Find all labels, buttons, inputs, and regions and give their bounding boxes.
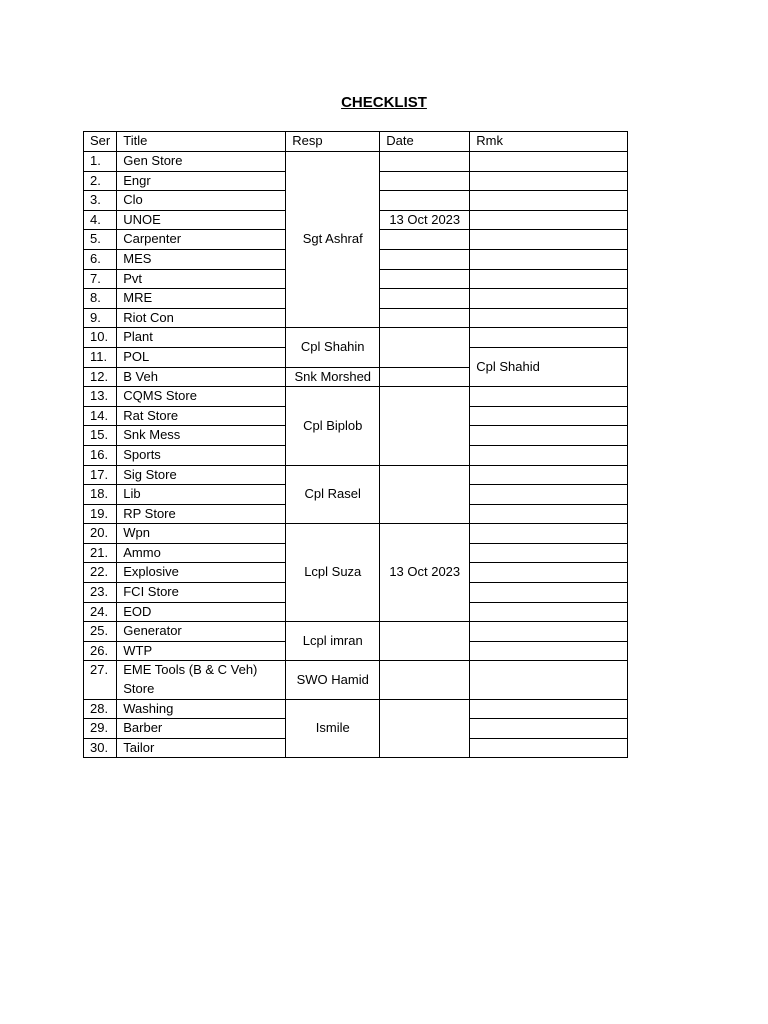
table-row: [84, 661, 628, 699]
title-cell: POL: [117, 347, 286, 367]
date-cell: [380, 367, 470, 387]
date-cell: [380, 152, 470, 172]
title-cell: Generator: [117, 622, 286, 642]
rmk-cell: [470, 602, 628, 622]
date-cell: [380, 328, 470, 367]
ser-cell: 23.: [84, 583, 117, 603]
ser-cell: 15.: [84, 426, 117, 446]
rmk-cell: [470, 269, 628, 289]
title-cell: CQMS Store: [117, 387, 286, 407]
rmk-cell: [470, 328, 628, 348]
title-cell: RP Store: [117, 504, 286, 524]
rmk-cell: [470, 289, 628, 309]
rmk-cell: [470, 152, 628, 172]
title-cell: Pvt: [117, 269, 286, 289]
title-cell: EOD: [117, 602, 286, 622]
title-cell: Riot Con: [117, 308, 286, 328]
rmk-cell: [470, 249, 628, 269]
ser-cell: 22.: [84, 563, 117, 583]
title-cell: MRE: [117, 289, 286, 309]
table-row: [84, 465, 628, 485]
title-cell: Wpn: [117, 524, 286, 544]
date-cell: [380, 269, 470, 289]
rmk-cell: [470, 699, 628, 719]
date-cell: [380, 289, 470, 309]
resp-cell: Cpl Shahin: [286, 328, 380, 367]
title-cell: MES: [117, 249, 286, 269]
ser-cell: 9.: [84, 308, 117, 328]
rmk-cell: [470, 406, 628, 426]
ser-cell: 2.: [84, 171, 117, 191]
title-cell: Ammo: [117, 543, 286, 563]
rmk-cell: [470, 210, 628, 230]
rmk-cell: [470, 719, 628, 739]
header-rmk: Rmk: [470, 132, 628, 152]
title-cell: Lib: [117, 485, 286, 505]
resp-cell: Cpl Biplob: [286, 387, 380, 465]
header-date: Date: [380, 132, 470, 152]
table-row: [84, 152, 628, 172]
rmk-cell: [470, 465, 628, 485]
resp-cell: Ismile: [286, 699, 380, 758]
ser-cell: 7.: [84, 269, 117, 289]
rmk-cell: [470, 583, 628, 603]
ser-cell: 12.: [84, 367, 117, 387]
header-row: [84, 132, 628, 152]
ser-cell: 8.: [84, 289, 117, 309]
date-cell: [380, 191, 470, 211]
resp-cell: Lcpl Suza: [286, 524, 380, 622]
ser-cell: 27.: [84, 661, 117, 699]
ser-cell: 1.: [84, 152, 117, 172]
date-cell: 13 Oct 2023: [380, 524, 470, 622]
rmk-cell: [470, 641, 628, 661]
checklist-table: [83, 131, 628, 758]
rmk-cell: [470, 661, 628, 699]
title-cell: Explosive: [117, 563, 286, 583]
rmk-cell: [470, 191, 628, 211]
rmk-cell: [470, 308, 628, 328]
table-row: [84, 387, 628, 407]
ser-cell: 13.: [84, 387, 117, 407]
rmk-cell: [470, 738, 628, 758]
ser-cell: 25.: [84, 622, 117, 642]
title-cell: Tailor: [117, 738, 286, 758]
date-cell: [380, 661, 470, 699]
resp-cell: SWO Hamid: [286, 661, 380, 699]
header-ser: Ser: [84, 132, 117, 152]
ser-cell: 18.: [84, 485, 117, 505]
ser-cell: 10.: [84, 328, 117, 348]
rmk-cell: [470, 485, 628, 505]
table-row: [84, 622, 628, 642]
rmk-cell: [470, 230, 628, 250]
date-cell: [380, 699, 470, 758]
date-cell: [380, 308, 470, 328]
resp-cell: Snk Morshed: [286, 367, 380, 387]
ser-cell: 28.: [84, 699, 117, 719]
title-cell: Clo: [117, 191, 286, 211]
ser-cell: 29.: [84, 719, 117, 739]
rmk-cell: [470, 387, 628, 407]
rmk-cell: Cpl Shahid: [470, 347, 628, 386]
date-cell: [380, 230, 470, 250]
rmk-cell: [470, 622, 628, 642]
header-title: Title: [117, 132, 286, 152]
ser-cell: 24.: [84, 602, 117, 622]
title-cell: Barber: [117, 719, 286, 739]
rmk-cell: [470, 563, 628, 583]
title-cell: Sig Store: [117, 465, 286, 485]
rmk-cell: [470, 445, 628, 465]
ser-cell: 20.: [84, 524, 117, 544]
ser-cell: 21.: [84, 543, 117, 563]
ser-cell: 14.: [84, 406, 117, 426]
title-cell: Snk Mess: [117, 426, 286, 446]
resp-cell: Sgt Ashraf: [286, 152, 380, 328]
date-cell: 13 Oct 2023: [380, 210, 470, 230]
title-cell: Carpenter: [117, 230, 286, 250]
title-cell: Sports: [117, 445, 286, 465]
title-cell: Plant: [117, 328, 286, 348]
table-row: [84, 524, 628, 544]
title-cell: FCI Store: [117, 583, 286, 603]
title-cell: B Veh: [117, 367, 286, 387]
title-cell: WTP: [117, 641, 286, 661]
rmk-cell: [470, 426, 628, 446]
table-row: [84, 328, 628, 348]
ser-cell: 17.: [84, 465, 117, 485]
title-cell: Rat Store: [117, 406, 286, 426]
title-cell: EME Tools (B & C Veh) Store: [117, 661, 286, 699]
rmk-cell: [470, 543, 628, 563]
resp-cell: Cpl Rasel: [286, 465, 380, 524]
rmk-cell: [470, 171, 628, 191]
header-resp: Resp: [286, 132, 380, 152]
date-cell: [380, 622, 470, 661]
title-cell: Washing: [117, 699, 286, 719]
title-cell: Engr: [117, 171, 286, 191]
title-cell: UNOE: [117, 210, 286, 230]
ser-cell: 5.: [84, 230, 117, 250]
date-cell: [380, 465, 470, 524]
ser-cell: 16.: [84, 445, 117, 465]
date-cell: [380, 171, 470, 191]
table-row: [84, 699, 628, 719]
ser-cell: 19.: [84, 504, 117, 524]
rmk-cell: [470, 524, 628, 544]
date-cell: [380, 387, 470, 465]
date-cell: [380, 249, 470, 269]
title-cell: Gen Store: [117, 152, 286, 172]
ser-cell: 11.: [84, 347, 117, 367]
ser-cell: 26.: [84, 641, 117, 661]
ser-cell: 4.: [84, 210, 117, 230]
ser-cell: 6.: [84, 249, 117, 269]
resp-cell: Lcpl imran: [286, 622, 380, 661]
ser-cell: 30.: [84, 738, 117, 758]
page-title: CHECKLIST: [341, 94, 427, 111]
rmk-cell: [470, 504, 628, 524]
ser-cell: 3.: [84, 191, 117, 211]
